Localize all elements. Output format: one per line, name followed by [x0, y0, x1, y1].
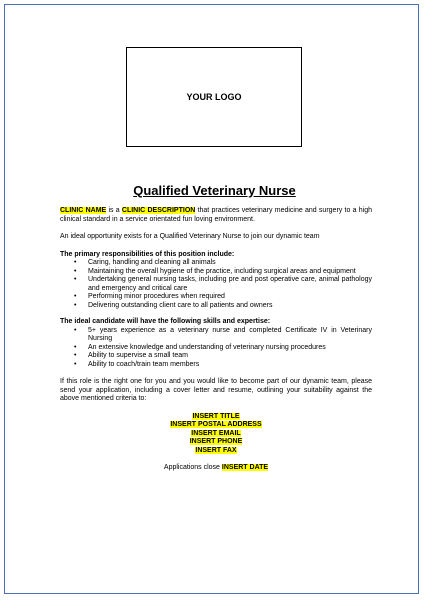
closing-date-placeholder: INSERT DATE [221, 464, 269, 471]
logo-label: YOUR LOGO [186, 92, 242, 102]
contact-address-placeholder: INSERT POSTAL ADDRESS [170, 421, 262, 428]
intro-rest: that practices veterinary medicine and surgery to a high clinical standard in a service orientated fun loving environment. [60, 207, 372, 223]
responsibilities-heading: The primary responsibilities of this position include: [60, 250, 235, 258]
list-item: • Maintaining the overall hygiene of the practice, including surgical areas and equipment [88, 268, 372, 277]
closing-text: Applications close [163, 464, 222, 471]
list-item: • Undertaking general nursing tasks, including pre and post operative care, animal pathology and emergency and critical care [88, 276, 372, 293]
logo-placeholder [126, 47, 302, 147]
list-item: • An extensive knowledge and understanding of veterinary nursing procedures [88, 344, 372, 353]
list-item: • 5+ years experience as a veterinary nurse and completed Certificate IV in Veterinary Nursing [88, 327, 372, 344]
contact-phone-placeholder: INSERT PHONE [189, 438, 243, 445]
clinic-name-placeholder: CLINIC NAME [60, 207, 107, 214]
apply-paragraph: If this role is the right one for you and you would like to become part of our dynamic team, please send your application, including a cover letter and resume, outlining your suitability against the above mentioned criteria to: [60, 378, 372, 402]
list-item: • Performing minor procedures when required [88, 293, 372, 302]
list-item: • Delivering outstanding client care to all patients and owners [88, 302, 372, 311]
clinic-description-placeholder: CLINIC DESCRIPTION [121, 207, 196, 214]
closing-line [60, 464, 372, 473]
intro-is-a: is a [106, 207, 122, 214]
job-title: Qualified Veterinary Nurse [133, 183, 296, 198]
job-description [60, 207, 372, 473]
intro-paragraph [60, 207, 372, 224]
contact-fax-placeholder: INSERT FAX [195, 446, 237, 454]
list-item: • Caring, handling and cleaning all animals [88, 259, 372, 268]
skills-heading: The ideal candidate will have the following skills and expertise: [60, 318, 271, 325]
list-item: • Ability to coach/train team members [88, 361, 372, 370]
skills-list [60, 327, 372, 370]
contact-block [60, 413, 372, 456]
list-item: • Ability to supervise a small team [88, 352, 372, 361]
contact-email-placeholder: INSERT EMAIL [191, 429, 241, 437]
contact-title-placeholder: INSERT TITLE [192, 412, 240, 420]
opportunity-paragraph: An ideal opportunity exists for a Qualified Veterinary Nurse to join our dynamic team [60, 233, 320, 240]
responsibilities-list [60, 259, 372, 310]
